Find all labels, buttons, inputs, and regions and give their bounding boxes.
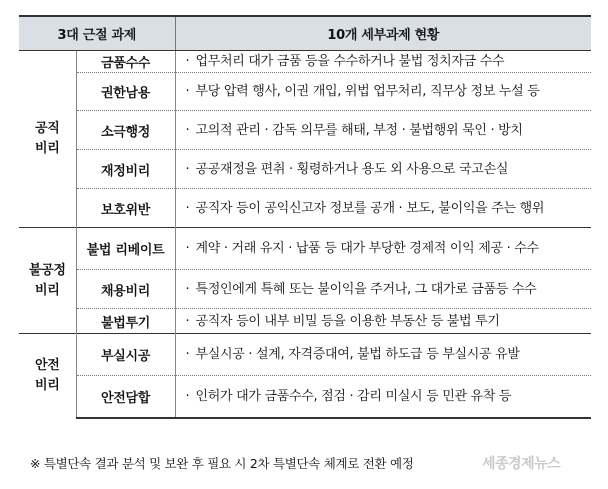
watermark-logo: 세종경제뉴스 [482, 456, 561, 472]
bullet-icon: · [185, 122, 190, 138]
category-label-line: 안전 [34, 357, 60, 373]
table-row [19, 51, 591, 73]
task-description-text: 업무처리 대가 금품 등을 수수하거나 불법 정치자금 수수 [195, 54, 505, 69]
task-description-text: 공직자 등이 내부 비밀 등을 이용한 부동산 등 불법 투기 [195, 313, 500, 329]
task-name: 부실시공 [76, 334, 175, 376]
table-row [19, 376, 591, 418]
bullet-icon: · [185, 241, 190, 256]
bullet-icon: · [185, 347, 190, 362]
table-row [19, 270, 591, 309]
task-description [175, 73, 591, 111]
bullet-icon: · [185, 281, 190, 297]
task-description [175, 51, 591, 73]
bullet-icon: · [185, 84, 190, 99]
table-row [19, 334, 591, 376]
task-description-text: 고의적 관리 · 감독 의무를 해태, 부정 · 불법행위 묵인 · 방치 [195, 122, 523, 138]
header-main-tasks: 3대 근절 과제 [19, 16, 175, 51]
table-row [19, 189, 591, 228]
task-name: 소극행정 [76, 111, 175, 150]
category-label-line: 불공정 [28, 262, 66, 278]
table-row [19, 111, 591, 150]
footnote: ※ 특별단속 결과 분석 및 보완 후 필요 시 2차 특별단속 체계로 전환 예정 [30, 456, 414, 471]
special-crackdown-table [19, 15, 591, 419]
category-cell [19, 228, 76, 334]
task-name: 권한남용 [76, 73, 175, 111]
bullet-icon: · [185, 54, 190, 69]
task-description-text: 공공재정을 편취 · 횡령하거나 용도 외 사용으로 국고손실 [195, 161, 509, 177]
task-name: 재정비리 [76, 150, 175, 189]
table-header-row [19, 16, 591, 51]
header-sub-tasks: 10개 세부과제 현황 [175, 16, 591, 51]
task-description [175, 189, 591, 228]
table-row [19, 150, 591, 189]
category-label-line: 비리 [34, 282, 60, 298]
task-name: 불법투기 [76, 309, 175, 334]
task-description-text: 계약 · 거래 유지 · 납품 등 대가 부당한 경제적 이익 제공 · 수수 [195, 241, 539, 256]
task-name: 보호위반 [76, 189, 175, 228]
task-name: 불법 리베이트 [76, 228, 175, 270]
category-label-line: 비리 [34, 141, 60, 156]
task-description [175, 150, 591, 189]
task-description [175, 111, 591, 150]
category-label-line: 비리 [34, 377, 60, 393]
task-description [175, 334, 591, 376]
task-description-text: 부당 압력 행사, 이권 개입, 위법 업무처리, 직무상 정보 누설 등 [195, 84, 540, 99]
task-description-text: 인허가 대가 금품수수, 점검 · 감리 미실시 등 민관 유착 등 [195, 388, 512, 404]
bullet-icon: · [185, 161, 190, 177]
category-cell [19, 51, 76, 228]
category-cell [19, 334, 76, 418]
task-description [175, 376, 591, 418]
table-row [19, 309, 591, 334]
bullet-icon: · [185, 313, 190, 329]
task-name: 금품수수 [76, 51, 175, 73]
category-label-line: 공직 [34, 121, 60, 136]
task-description [175, 228, 591, 270]
task-description [175, 309, 591, 334]
task-description [175, 270, 591, 309]
task-description-text: 특정인에게 특혜 또는 불이익을 주거나, 그 대가로 금품등 수수 [195, 281, 537, 297]
task-description-text: 부실시공 · 설계, 자격증대여, 불법 하도급 등 부실시공 유발 [195, 347, 520, 362]
bullet-icon: · [185, 388, 190, 404]
table-row [19, 73, 591, 111]
task-name: 안전담합 [76, 376, 175, 418]
task-description-text: 공직자 등이 공익신고자 정보를 공개 · 보도, 불이익을 주는 행위 [195, 200, 545, 216]
table-row [19, 228, 591, 270]
task-name: 채용비리 [76, 270, 175, 309]
bullet-icon: · [185, 200, 190, 216]
